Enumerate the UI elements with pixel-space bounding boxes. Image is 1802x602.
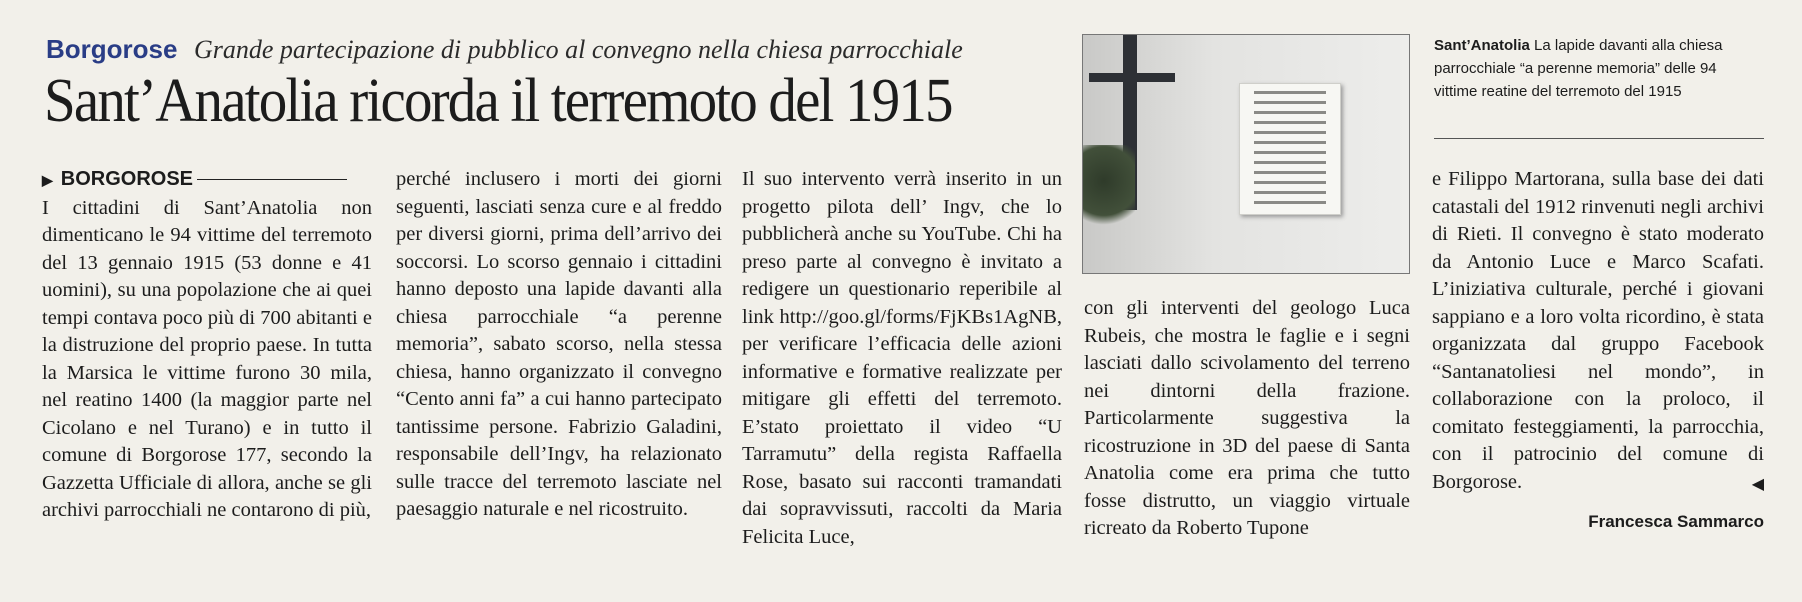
author-byline: Francesca Sammarco [1588,512,1764,531]
kicker-subtitle: Grande partecipazione di pubblico al convegno nella chiesa parrocchiale [193,35,963,64]
column-text-content: e Filippo Martorana, sulla base dei dati catastali del 1912 rinvenuti negli archivi di Rieti. Il convegno è stato moderato da Antonio Luce e Marco Scafati. L’iniziativa culturale, perché i giovani sappiano e a loro volta ricordino, è stata organizzata dal gruppo Facebook “Santanatoliesi nel mondo”, in collaborazione con la proloco, il comitato festeggiamenti, la parrocchia, con il patrocinio del comune di Borgorose. [1432,168,1764,493]
memorial-plaque [1239,83,1341,215]
triangle-left-icon: ◀ [1751,475,1764,493]
photo-memorial-plaque [1082,34,1410,274]
photo-caption [1434,34,1764,103]
triangle-right-icon: ▶ [42,172,53,188]
cross-arm [1089,73,1175,82]
dateline [42,166,372,195]
dateline-text: BORGOROSE [60,168,194,190]
dateline-rule [197,179,347,180]
headline: Sant’Anatolia ricorda il terremoto del 1915 [44,67,952,135]
article-column-5 [1432,166,1764,498]
article-column-3 [742,166,1062,551]
column-text: perché inclusero i morti dei giorni seguenti, lasciati senza cure e al freddo per diversi giorni, prima dell’arrivo dei soccorsi. Lo scorso gennaio i cittadini hanno deposto una lapide davanti alla chiesa parrocchiale “a perenne memoria”, sabato scorso, nella stessa chiesa, hanno organizzato il convegno “Cento anni fa” a cui hanno partecipato tantissime persone. Fabrizio Galadini, responsabile dell’Ingv, ha relazionato sulle tracce del terremoto lasciate nel paesaggio naturale e nel ricostruito. [396,168,722,520]
caption-text: La lapide davanti alla chiesa parrocchiale “a perenne memoria” delle 94 vittime reatine del terremoto del 1915 [1434,37,1723,100]
kicker-place: Borgorose [46,34,178,64]
column-text: con gli interventi del geologo Luca Rubeis, che mostra le faglie e i segni lasciati dallo scivolamento del terreno nei dintorni della frazione. Particolarmente suggestiva la ricostruzione in 3D del paese di Santa Anatolia come era prima che tutto fosse distrutto, un viaggio virtuale ricreato da Roberto Tupone [1084,297,1410,539]
caption-title: Sant’Anatolia [1434,37,1530,54]
column-text: I cittadini di Sant’Anatolia non dimenticano le 94 vittime del terremoto del 13 gennaio 1915 (53 donne e 41 uomini), su una popolazione che ai quei tempi contava poco più di 700 abitanti e la distruzione del proprio paese. In tutta la Marsica le vittime furono 30 mila, nel reatino 1400 (la maggior parte nel Cicolano e nel Turano) e in tutto il comune di Borgorose 177, secondo la Gazzetta Ufficiale di allora, anche se gli archivi parrocchiali ne contarono di più, [42,196,372,521]
article-column-1 [42,166,372,525]
article-column-2 [396,166,722,524]
plant [1083,145,1135,235]
article-column-4 [1084,295,1410,543]
column-text: Il suo intervento verrà inserito in un progetto pilota dell’ Ingv, che lo pubblicherà anche su YouTube. Chi ha preso parte al convegno è invitato a redigere un questionario reperibile al link http://goo.gl/forms/FjKBs1AgNB, per verificare l’efficacia delle azioni informative e formative realizzate per mitigare gli effetti del terremoto. E’stato proiettato il video “U Tarramutu” della regista Raffaella Rose, basato sui racconti tramandati dai sopravvissuti, raccolti da Maria Felicita Luce, [742,168,1062,548]
kicker [46,34,963,65]
caption-rule [1434,138,1764,139]
column-text [1432,166,1764,496]
